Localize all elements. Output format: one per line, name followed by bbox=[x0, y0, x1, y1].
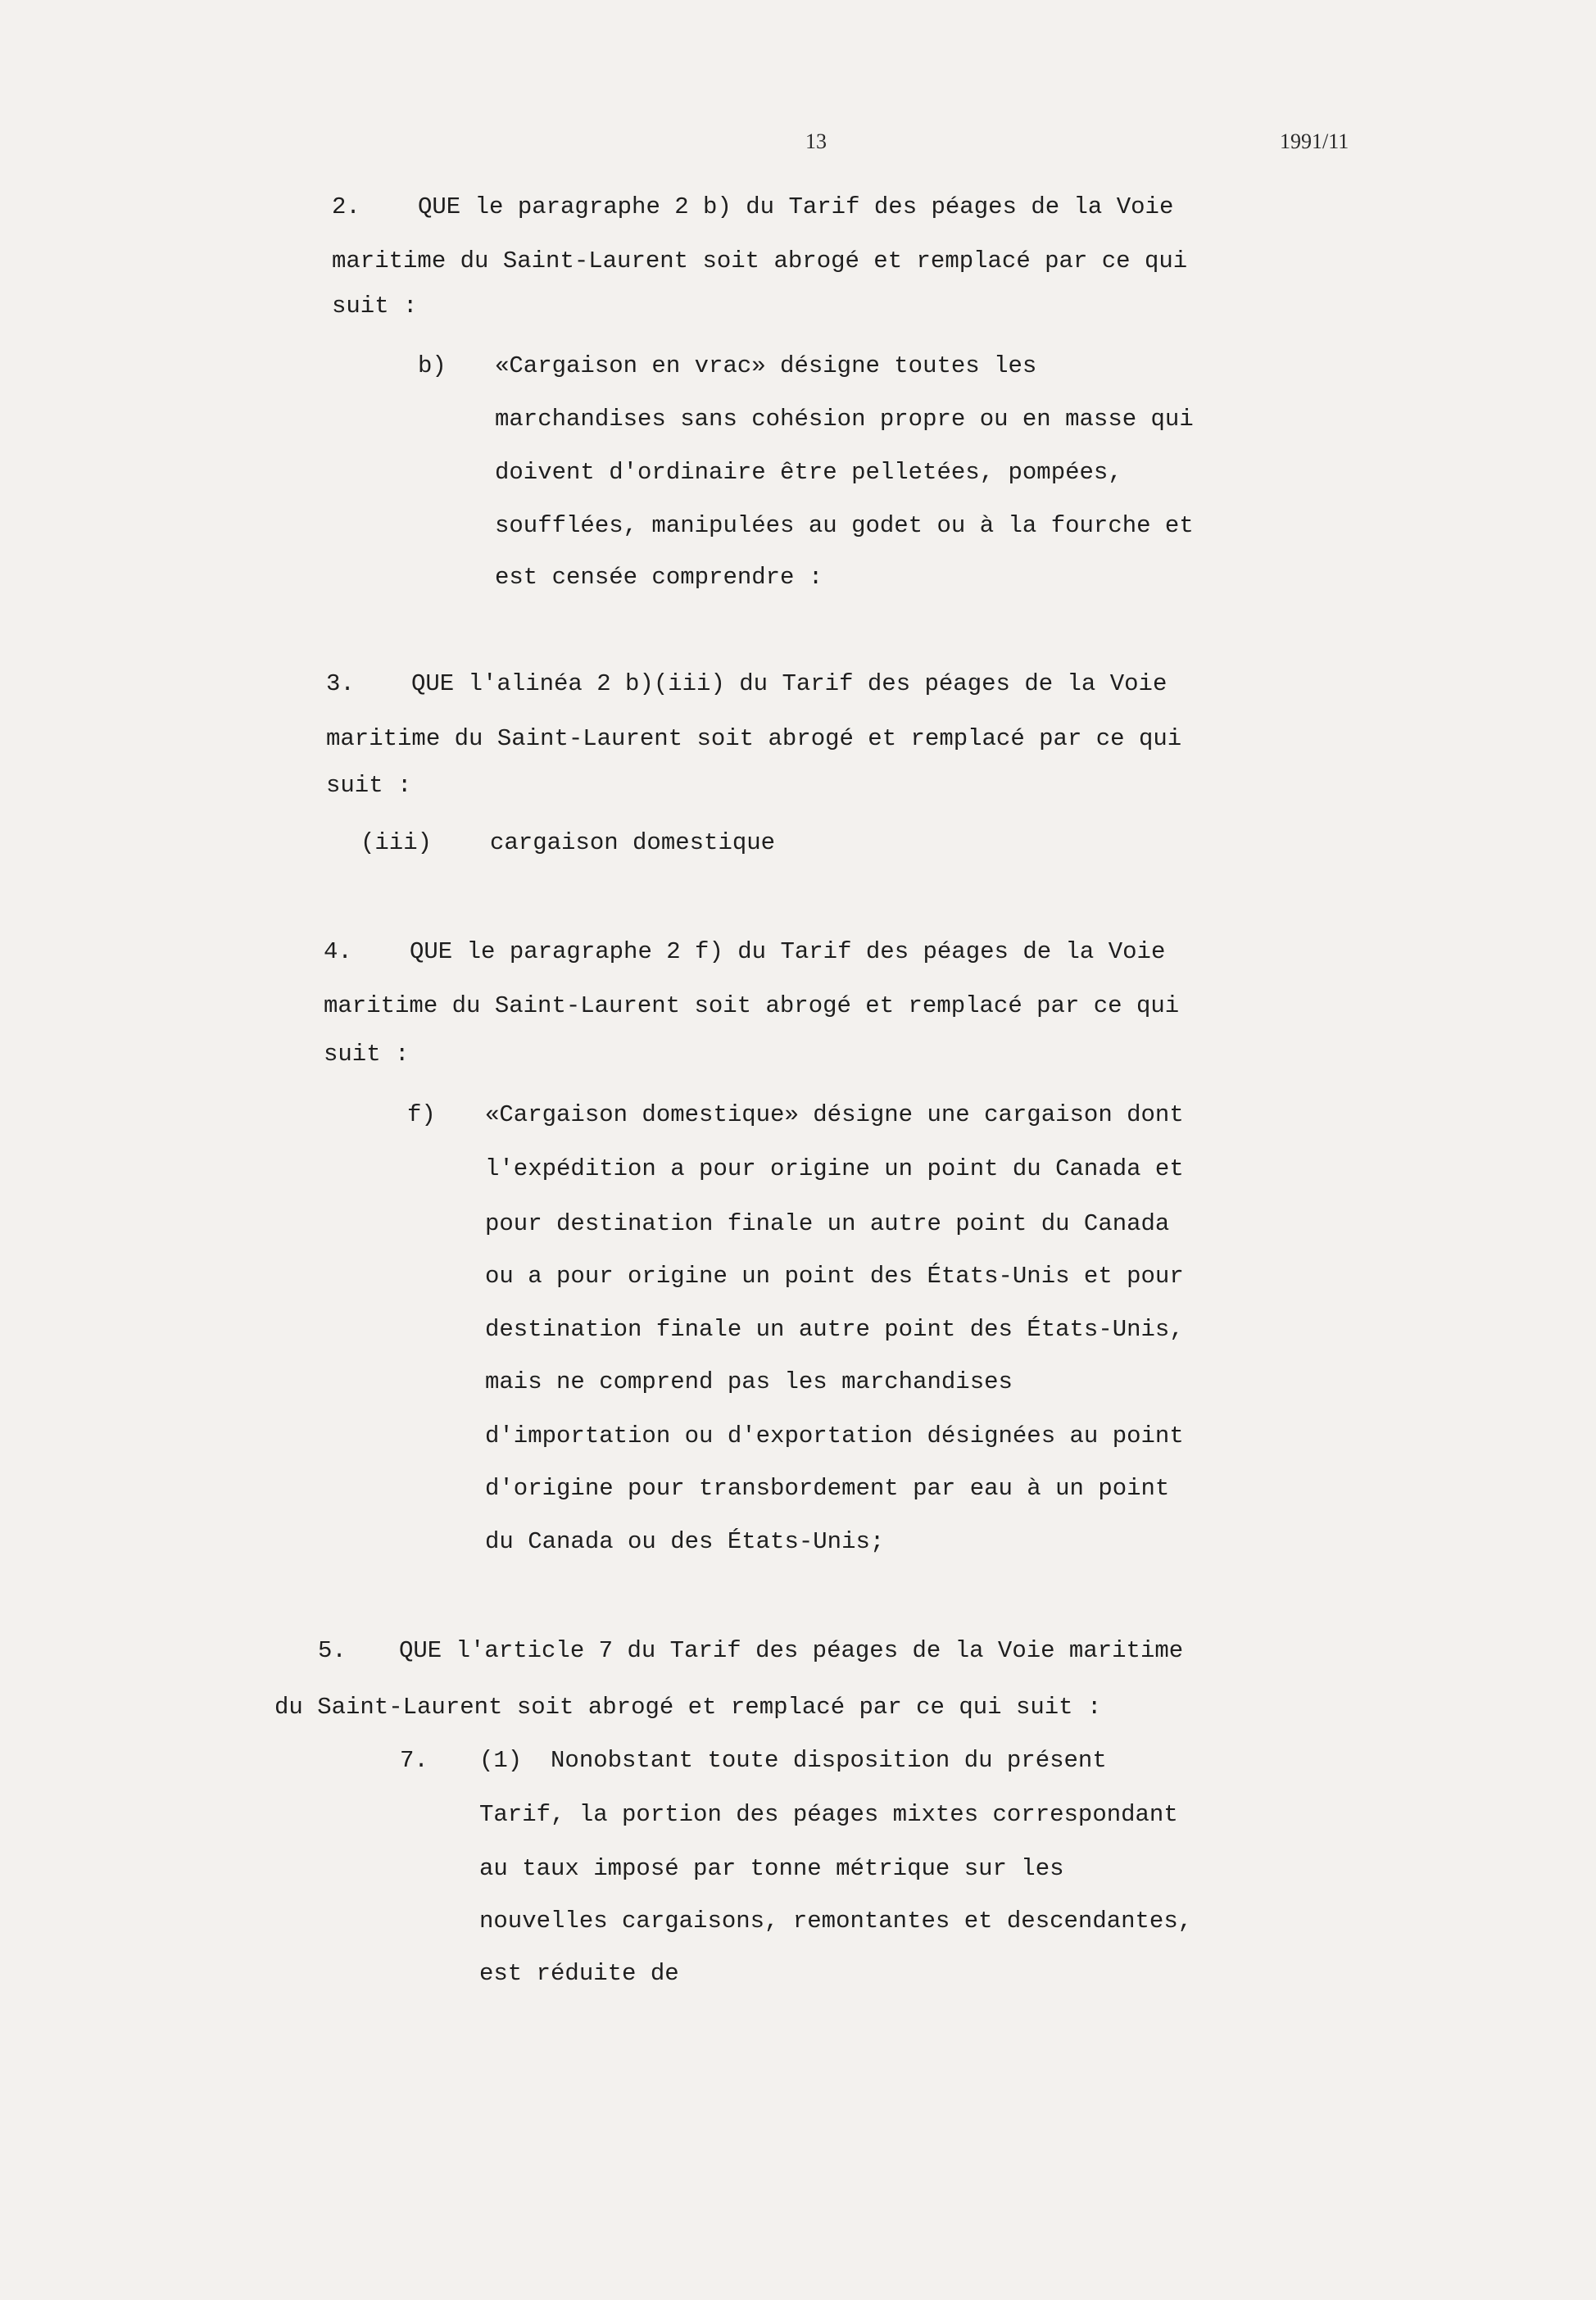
item-line: du Canada ou des États-Unis; bbox=[485, 1528, 885, 1555]
section-line: QUE le paragraphe 2 b) du Tarif des péages de la Voie bbox=[418, 193, 1174, 220]
item-label: 7. bbox=[400, 1747, 428, 1774]
item-label: f) bbox=[407, 1101, 436, 1128]
section-line: maritime du Saint-Laurent soit abrogé et remplacé par ce qui bbox=[326, 725, 1182, 752]
item-line: cargaison domestique bbox=[490, 829, 776, 856]
section-line: QUE le paragraphe 2 f) du Tarif des péages de la Voie bbox=[410, 938, 1166, 965]
section-line: suit : bbox=[326, 772, 412, 799]
section-line: maritime du Saint-Laurent soit abrogé et remplacé par ce qui bbox=[324, 992, 1180, 1019]
item-line: marchandises sans cohésion propre ou en masse qui bbox=[495, 406, 1194, 433]
item-line: doivent d'ordinaire être pelletées, pompées, bbox=[495, 459, 1122, 486]
section-number: 4. bbox=[324, 938, 352, 965]
section-line: suit : bbox=[324, 1041, 410, 1068]
item-line: l'expédition a pour origine un point du Canada et bbox=[485, 1155, 1184, 1182]
item-line: «Cargaison en vrac» désigne toutes les bbox=[495, 352, 1037, 379]
item-line: (1) Nonobstant toute disposition du présent bbox=[479, 1747, 1107, 1774]
section-number: 5. bbox=[318, 1637, 347, 1664]
item-label: (iii) bbox=[360, 829, 433, 856]
section-line: du Saint-Laurent soit abrogé et remplacé par ce qui suit : bbox=[274, 1694, 1102, 1721]
item-line: pour destination finale un autre point du Canada bbox=[485, 1210, 1170, 1237]
item-line: soufflées, manipulées au godet ou à la fourche et bbox=[495, 512, 1194, 539]
section-line: QUE l'article 7 du Tarif des péages de la Voie maritime bbox=[399, 1637, 1184, 1664]
section-number: 2. bbox=[332, 193, 360, 220]
section-line: QUE l'alinéa 2 b)(iii) du Tarif des péages de la Voie bbox=[411, 670, 1168, 697]
document-reference: 1991/11 bbox=[1280, 129, 1349, 153]
section-number: 3. bbox=[326, 670, 355, 697]
page-number: 13 bbox=[805, 129, 827, 153]
item-label: b) bbox=[418, 352, 447, 379]
item-line: mais ne comprend pas les marchandises bbox=[485, 1368, 1013, 1395]
item-line: «Cargaison domestique» désigne une cargaison dont bbox=[485, 1101, 1184, 1128]
item-line: au taux imposé par tonne métrique sur les bbox=[479, 1855, 1064, 1882]
item-line: est censée comprendre : bbox=[495, 564, 823, 591]
item-line: est réduite de bbox=[479, 1960, 679, 1987]
item-line: nouvelles cargaisons, remontantes et descendantes, bbox=[479, 1908, 1193, 1935]
section-line: suit : bbox=[332, 293, 418, 320]
section-line: maritime du Saint-Laurent soit abrogé et remplacé par ce qui bbox=[332, 247, 1188, 274]
item-line: d'origine pour transbordement par eau à un point bbox=[485, 1475, 1170, 1502]
item-line: destination finale un autre point des États-Unis, bbox=[485, 1316, 1184, 1343]
item-line: ou a pour origine un point des États-Unis et pour bbox=[485, 1263, 1184, 1290]
item-line: Tarif, la portion des péages mixtes correspondant bbox=[479, 1801, 1178, 1828]
item-line: d'importation ou d'exportation désignées au point bbox=[485, 1422, 1184, 1449]
